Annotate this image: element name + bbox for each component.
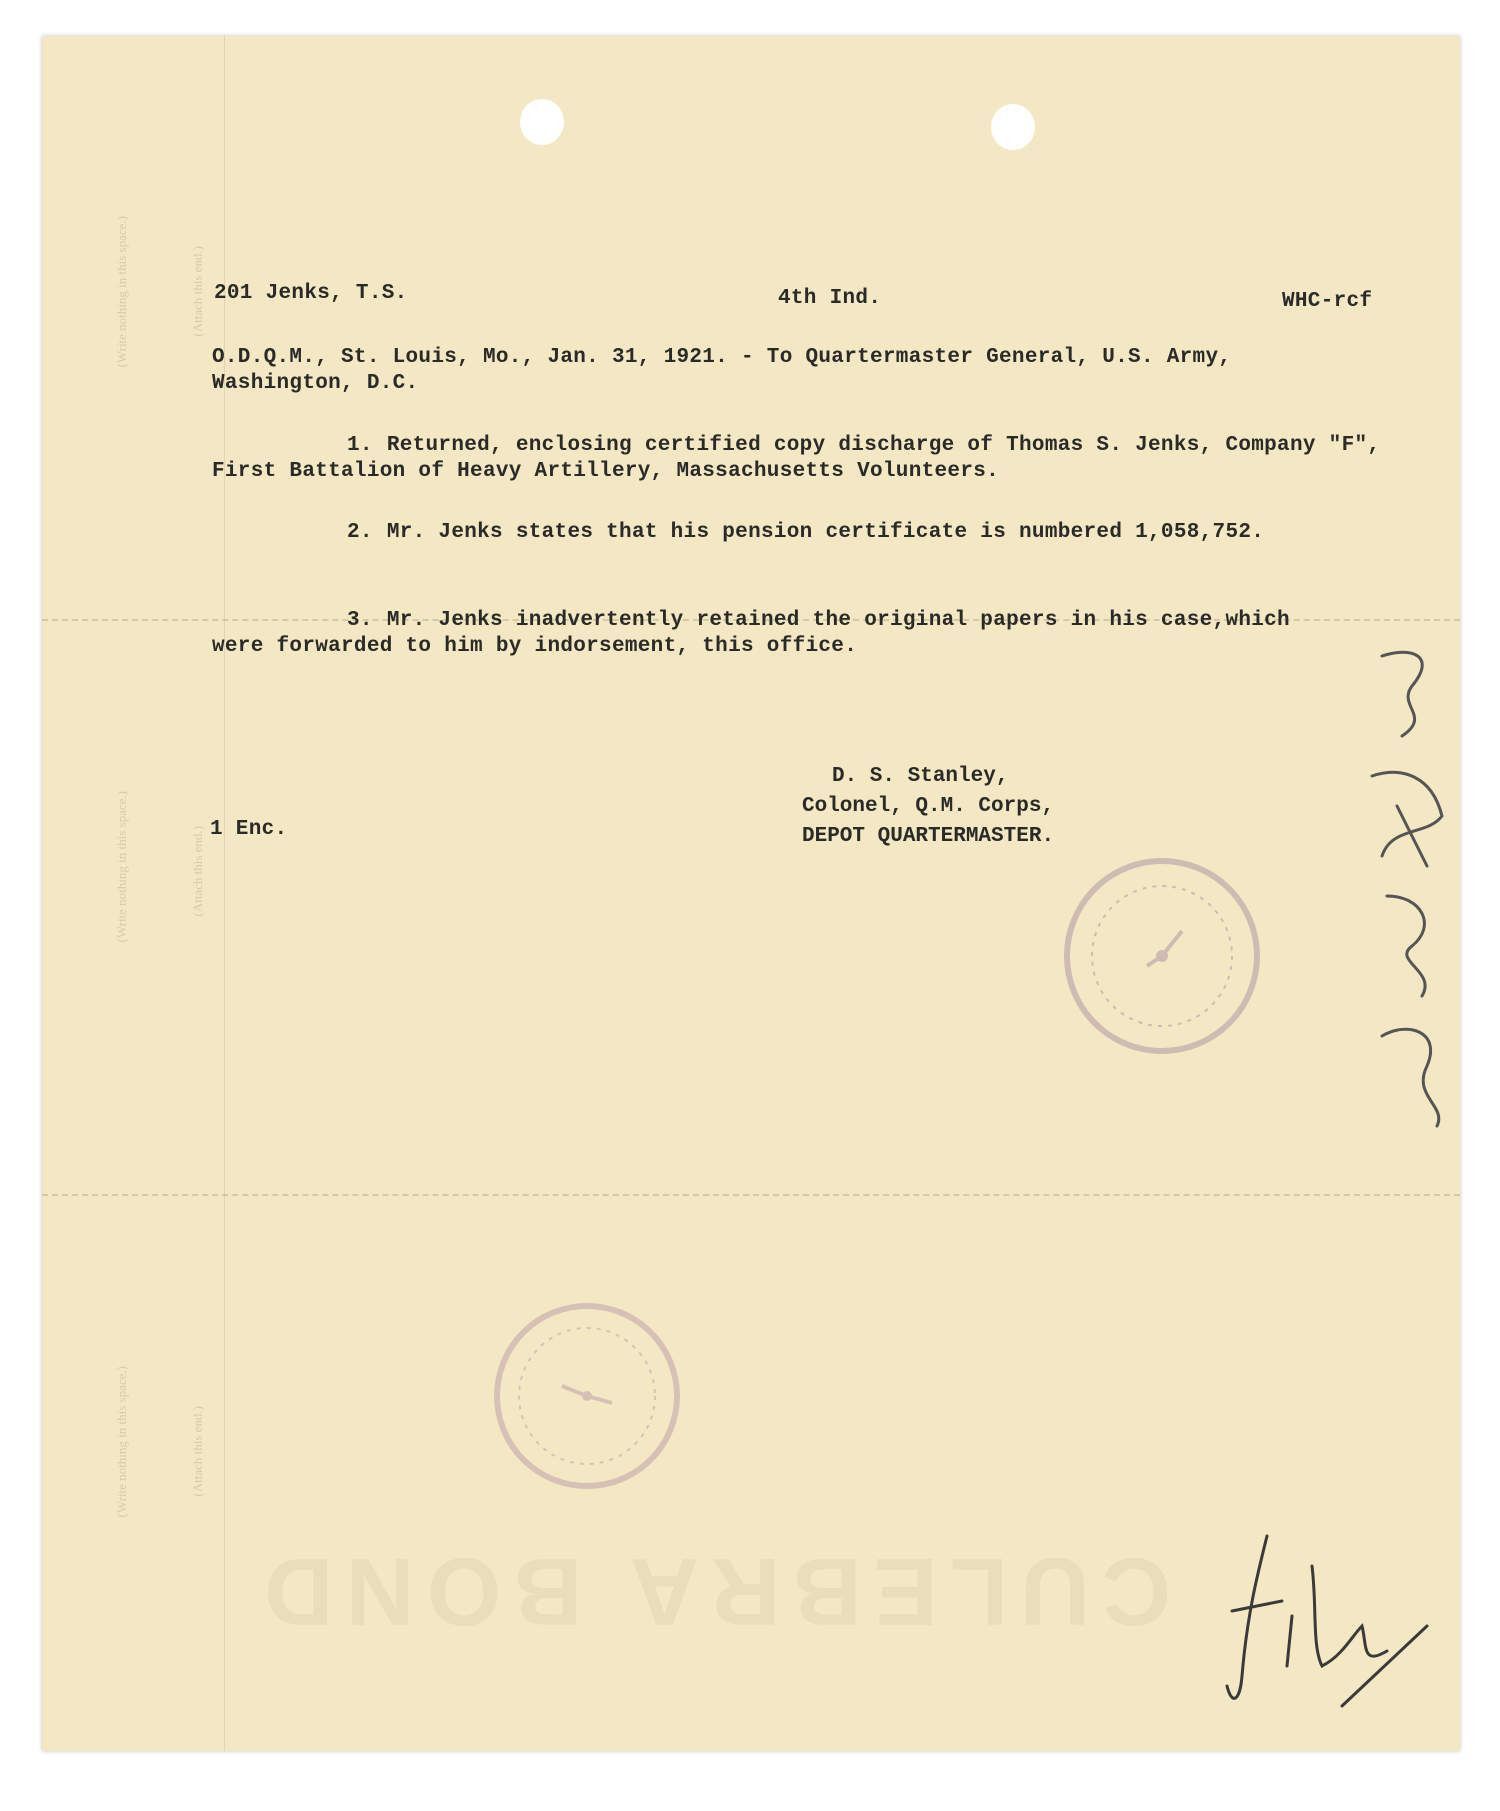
typist-initials: WHC-rcf <box>1282 290 1373 313</box>
paragraph-3-text: Mr. Jenks inadvertently retained the original papers in his case,which were forwarded to him by indorsement, this office. <box>212 609 1290 658</box>
margin-note-write-2: (Write nothing in this space.) <box>114 791 129 943</box>
paragraph-2-text: Mr. Jenks states that his pension certificate is numbered 1,058,752. <box>386 521 1265 544</box>
received-stamp-lower <box>482 1291 702 1521</box>
fold-line-lower <box>42 1194 1460 1196</box>
signer-name: D. S. Stanley, <box>832 765 1009 788</box>
handwritten-file-annotation <box>1342 626 1460 1136</box>
margin-note-attach-1: (Attach this end.) <box>190 246 205 337</box>
routing-line-1: O.D.Q.M., St. Louis, Mo., Jan. 31, 1921. - To Quartermaster General, U.S. Army, <box>212 346 1232 369</box>
paragraph-2-number: 2. <box>347 521 373 544</box>
handwritten-file-mark <box>1212 1526 1442 1716</box>
paragraph-1 <box>212 433 1412 485</box>
enclosure-note: 1 Enc. <box>210 818 288 841</box>
margin-note-write-3: (Write nothing in this space.) <box>114 1366 129 1518</box>
paper-watermark: CULEBRA BOND <box>252 1538 1172 1645</box>
paragraph-1-text: Returned, enclosing certified copy discharge of Thomas S. Jenks, Company "F", First Battalion of Heavy Artillery, Massachusetts Volunteers. <box>212 434 1381 483</box>
punch-hole-left <box>520 99 564 145</box>
paragraph-3-number: 3. <box>347 609 373 632</box>
document-page <box>42 36 1460 1751</box>
indorsement-number: 4th Ind. <box>778 287 882 310</box>
file-reference: 201 Jenks, T.S. <box>214 282 408 305</box>
paragraph-3 <box>212 608 1352 660</box>
paragraph-2 <box>212 520 1272 546</box>
signature-block <box>802 762 1054 852</box>
received-stamp-upper <box>1032 816 1312 1086</box>
punch-hole-right <box>991 104 1035 150</box>
margin-note-write-1: (Write nothing in this space.) <box>114 216 129 368</box>
margin-note-attach-3: (Attach this end.) <box>190 1406 205 1497</box>
margin-note-attach-2: (Attach this end.) <box>190 826 205 917</box>
paragraph-1-number: 1. <box>347 434 373 457</box>
signer-rank: Colonel, Q.M. Corps, <box>802 795 1055 818</box>
signer-title: DEPOT QUARTERMASTER. <box>802 825 1055 848</box>
routing-line-2: Washington, D.C. <box>212 372 419 395</box>
